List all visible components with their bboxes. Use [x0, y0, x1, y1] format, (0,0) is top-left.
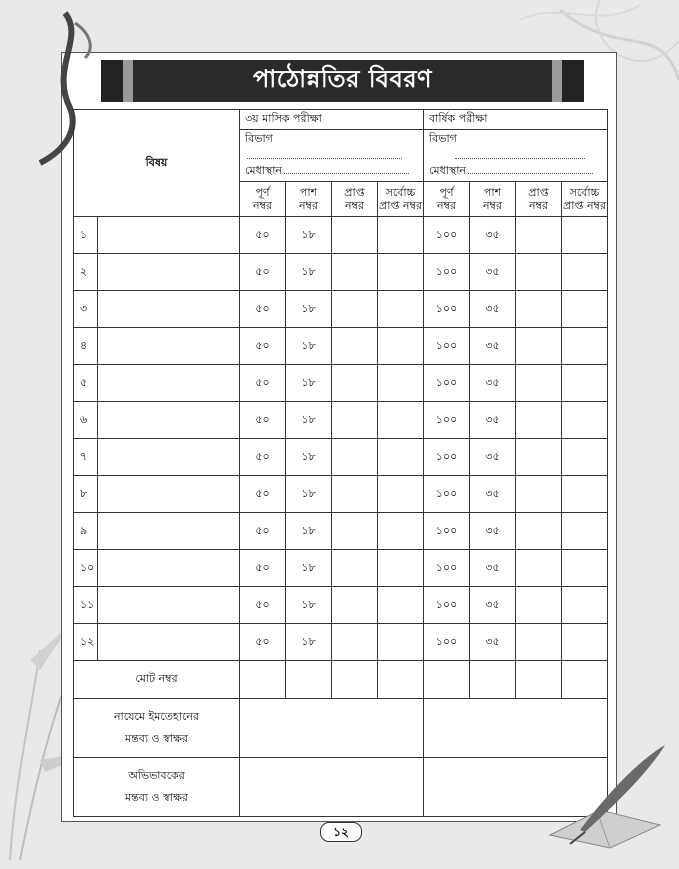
monthly-obtained-cell[interactable]	[332, 587, 378, 624]
monthly-division-field[interactable]	[240, 130, 424, 163]
monthly-full-marks: ৫০	[240, 513, 286, 550]
monthly-pass-marks: ১৮	[286, 587, 332, 624]
monthly-full-marks: ৫০	[240, 254, 286, 291]
monthly-obtained-cell[interactable]	[332, 365, 378, 402]
annual-highest-cell[interactable]	[562, 624, 608, 661]
annual-pass-marks: ৩৫	[470, 291, 516, 328]
annual-full-marks: ১০০	[424, 550, 470, 587]
cell-input[interactable]	[562, 661, 608, 699]
monthly-highest-cell[interactable]	[378, 328, 424, 365]
monthly-pass-marks: ১৮	[286, 624, 332, 661]
exam-header-annual: বার্ষিক পরীক্ষা	[424, 110, 608, 130]
annual-obtained-cell[interactable]	[516, 402, 562, 439]
monthly-full-marks: ৫০	[240, 217, 286, 254]
subject-name-cell[interactable]	[98, 439, 240, 476]
annual-obtained-cell[interactable]	[516, 476, 562, 513]
annual-pass-marks: ৩৫	[470, 513, 516, 550]
cell-input[interactable]	[424, 661, 470, 699]
monthly-pass-marks: ১৮	[286, 291, 332, 328]
annual-obtained-cell[interactable]	[516, 365, 562, 402]
monthly-pass-marks: ১৮	[286, 402, 332, 439]
annual-full-marks: ১০০	[424, 476, 470, 513]
monthly-full-marks: ৫০	[240, 439, 286, 476]
annual-highest-cell[interactable]	[562, 365, 608, 402]
col-full-marks: পূর্ণ নম্বর	[240, 182, 286, 217]
monthly-full-marks: ৫০	[240, 624, 286, 661]
annual-full-marks: ১০০	[424, 624, 470, 661]
annual-obtained-cell[interactable]	[516, 217, 562, 254]
monthly-highest-cell[interactable]	[378, 476, 424, 513]
annual-obtained-cell[interactable]	[516, 291, 562, 328]
table-row	[74, 476, 608, 513]
page-number: ১২	[320, 822, 362, 842]
subject-name-cell[interactable]	[98, 365, 240, 402]
annual-obtained-cell[interactable]	[516, 624, 562, 661]
annual-full-marks: ১০০	[424, 291, 470, 328]
page-title: পাঠোন্নতির বিবরণ	[252, 65, 433, 93]
annual-full-marks: ১০০	[424, 365, 470, 402]
annual-obtained-cell[interactable]	[516, 587, 562, 624]
monthly-highest-cell[interactable]	[378, 402, 424, 439]
annual-full-marks: ১০০	[424, 587, 470, 624]
table-row	[74, 217, 608, 254]
subject-name-cell[interactable]	[98, 587, 240, 624]
annual-highest-cell[interactable]	[562, 439, 608, 476]
monthly-highest-cell[interactable]	[378, 217, 424, 254]
annual-pass-marks: ৩৫	[470, 439, 516, 476]
monthly-pass-marks: ১৮	[286, 217, 332, 254]
monthly-full-marks: ৫০	[240, 291, 286, 328]
monthly-full-marks: ৫০	[240, 328, 286, 365]
rank-label: মেধাস্থান	[245, 164, 282, 177]
cell-input[interactable]	[332, 661, 378, 699]
row-serial: ১১	[74, 587, 98, 624]
col-pass-marks: পাশ নম্বর	[286, 182, 332, 217]
annual-full-marks: ১০০	[424, 328, 470, 365]
banner-edge-right	[552, 60, 562, 102]
monthly-highest-cell[interactable]	[378, 513, 424, 550]
annual-highest-cell[interactable]	[562, 402, 608, 439]
row-serial: ৭	[74, 439, 98, 476]
annual-highest-cell[interactable]	[562, 217, 608, 254]
table-row	[74, 513, 608, 550]
monthly-pass-marks: ১৮	[286, 254, 332, 291]
division-line	[455, 149, 585, 159]
annual-rank-field[interactable]	[424, 162, 608, 182]
banner-edge-left	[123, 60, 133, 102]
subject-name-cell[interactable]	[98, 476, 240, 513]
monthly-obtained-cell[interactable]	[332, 550, 378, 587]
annual-highest-cell[interactable]	[562, 291, 608, 328]
monthly-obtained-cell[interactable]	[332, 439, 378, 476]
monthly-obtained-cell[interactable]	[332, 328, 378, 365]
subject-name-cell[interactable]	[98, 513, 240, 550]
monthly-pass-marks: ১৮	[286, 439, 332, 476]
col-full-marks: পূর্ণ নম্বর	[424, 182, 470, 217]
monthly-obtained-cell[interactable]	[332, 476, 378, 513]
row-serial: ১০	[74, 550, 98, 587]
rank-line	[284, 164, 409, 174]
monthly-highest-cell[interactable]	[378, 550, 424, 587]
monthly-highest-cell[interactable]	[378, 624, 424, 661]
col-obtained-marks: প্রাপ্ত নম্বর	[332, 182, 378, 217]
monthly-obtained-cell[interactable]	[332, 513, 378, 550]
subject-header: বিষয়	[74, 110, 240, 217]
annual-pass-marks: ৩৫	[470, 254, 516, 291]
quill-book-decoration	[540, 740, 670, 850]
annual-pass-marks: ৩৫	[470, 217, 516, 254]
subject-name-cell[interactable]	[98, 328, 240, 365]
annual-full-marks: ১০০	[424, 439, 470, 476]
progress-table	[73, 109, 608, 817]
monthly-pass-marks: ১৮	[286, 476, 332, 513]
guardian-remark-monthly[interactable]	[240, 758, 424, 817]
annual-highest-cell[interactable]	[562, 550, 608, 587]
examiner-remark-label: নাযেমে ইমতেহানের মন্তব্য ও স্বাক্ষর	[74, 699, 240, 758]
col-highest-marks: সর্বোচ্চ প্রাপ্ত নম্বর	[378, 182, 424, 217]
monthly-full-marks: ৫০	[240, 476, 286, 513]
annual-full-marks: ১০০	[424, 513, 470, 550]
monthly-full-marks: ৫০	[240, 402, 286, 439]
monthly-obtained-cell[interactable]	[332, 291, 378, 328]
exam-header-monthly: ৩য় মাসিক পরীক্ষা	[240, 110, 424, 130]
table-row	[74, 402, 608, 439]
row-serial: ১২	[74, 624, 98, 661]
annual-obtained-cell[interactable]	[516, 550, 562, 587]
subject-name-cell[interactable]	[98, 254, 240, 291]
monthly-full-marks: ৫০	[240, 587, 286, 624]
annual-highest-cell[interactable]	[562, 513, 608, 550]
row-serial: ৩	[74, 291, 98, 328]
monthly-rank-field[interactable]	[240, 162, 424, 182]
table-row	[74, 550, 608, 587]
monthly-obtained-cell[interactable]	[332, 402, 378, 439]
total-marks-label: মোট নম্বর	[74, 661, 240, 699]
banner-cap-right	[562, 60, 584, 102]
monthly-obtained-cell[interactable]	[332, 624, 378, 661]
division-line	[247, 149, 402, 159]
monthly-highest-cell[interactable]	[378, 439, 424, 476]
monthly-highest-cell[interactable]	[378, 254, 424, 291]
subject-name-cell[interactable]	[98, 624, 240, 661]
banner-cap-left	[101, 60, 123, 102]
row-serial: ২	[74, 254, 98, 291]
cell-input[interactable]	[378, 661, 424, 699]
cell-input[interactable]	[516, 661, 562, 699]
rank-label: মেধাস্থান	[429, 164, 466, 177]
cell-input[interactable]	[470, 661, 516, 699]
table-row	[74, 439, 608, 476]
annual-pass-marks: ৩৫	[470, 476, 516, 513]
annual-pass-marks: ৩৫	[470, 365, 516, 402]
subject-name-cell[interactable]	[98, 402, 240, 439]
monthly-highest-cell[interactable]	[378, 291, 424, 328]
annual-full-marks: ১০০	[424, 217, 470, 254]
annual-full-marks: ১০০	[424, 254, 470, 291]
annual-division-field[interactable]	[424, 130, 608, 163]
monthly-pass-marks: ১৮	[286, 513, 332, 550]
title-banner	[101, 60, 584, 102]
row-serial: ৮	[74, 476, 98, 513]
annual-obtained-cell[interactable]	[516, 439, 562, 476]
annual-highest-cell[interactable]	[562, 476, 608, 513]
annual-pass-marks: ৩৫	[470, 328, 516, 365]
table-row	[74, 291, 608, 328]
monthly-pass-marks: ১৮	[286, 365, 332, 402]
division-label: বিভাগ	[429, 132, 457, 145]
col-pass-marks: পাশ নম্বর	[470, 182, 516, 217]
row-serial: ৬	[74, 402, 98, 439]
col-highest-marks: সর্বোচ্চ প্রাপ্ত নম্বর	[562, 182, 608, 217]
cell-input[interactable]	[286, 661, 332, 699]
row-serial: ১	[74, 217, 98, 254]
annual-pass-marks: ৩৫	[470, 587, 516, 624]
examiner-remark-monthly[interactable]	[240, 699, 424, 758]
cell-input[interactable]	[240, 661, 286, 699]
table-row	[74, 365, 608, 402]
annual-pass-marks: ৩৫	[470, 624, 516, 661]
subject-name-cell[interactable]	[98, 291, 240, 328]
guardian-remark-label: অভিভাবকের মন্তব্য ও স্বাক্ষর	[74, 758, 240, 817]
annual-pass-marks: ৩৫	[470, 550, 516, 587]
table-row	[74, 624, 608, 661]
annual-highest-cell[interactable]	[562, 254, 608, 291]
annual-pass-marks: ৩৫	[470, 402, 516, 439]
monthly-pass-marks: ১৮	[286, 328, 332, 365]
table-row	[74, 587, 608, 624]
monthly-pass-marks: ১৮	[286, 550, 332, 587]
annual-full-marks: ১০০	[424, 402, 470, 439]
rank-line	[468, 164, 593, 174]
annual-obtained-cell[interactable]	[516, 328, 562, 365]
col-obtained-marks: প্রাপ্ত নম্বর	[516, 182, 562, 217]
monthly-full-marks: ৫০	[240, 550, 286, 587]
monthly-full-marks: ৫০	[240, 365, 286, 402]
subject-name-cell[interactable]	[98, 217, 240, 254]
row-serial: ৫	[74, 365, 98, 402]
subject-name-cell[interactable]	[98, 550, 240, 587]
monthly-obtained-cell[interactable]	[332, 217, 378, 254]
table-row	[74, 254, 608, 291]
division-label: বিভাগ	[245, 132, 273, 145]
monthly-highest-cell[interactable]	[378, 587, 424, 624]
row-serial: ৯	[74, 513, 98, 550]
annual-obtained-cell[interactable]	[516, 513, 562, 550]
monthly-obtained-cell[interactable]	[332, 254, 378, 291]
annual-highest-cell[interactable]	[562, 587, 608, 624]
annual-highest-cell[interactable]	[562, 328, 608, 365]
monthly-highest-cell[interactable]	[378, 365, 424, 402]
table-row	[74, 328, 608, 365]
row-serial: ৪	[74, 328, 98, 365]
annual-obtained-cell[interactable]	[516, 254, 562, 291]
